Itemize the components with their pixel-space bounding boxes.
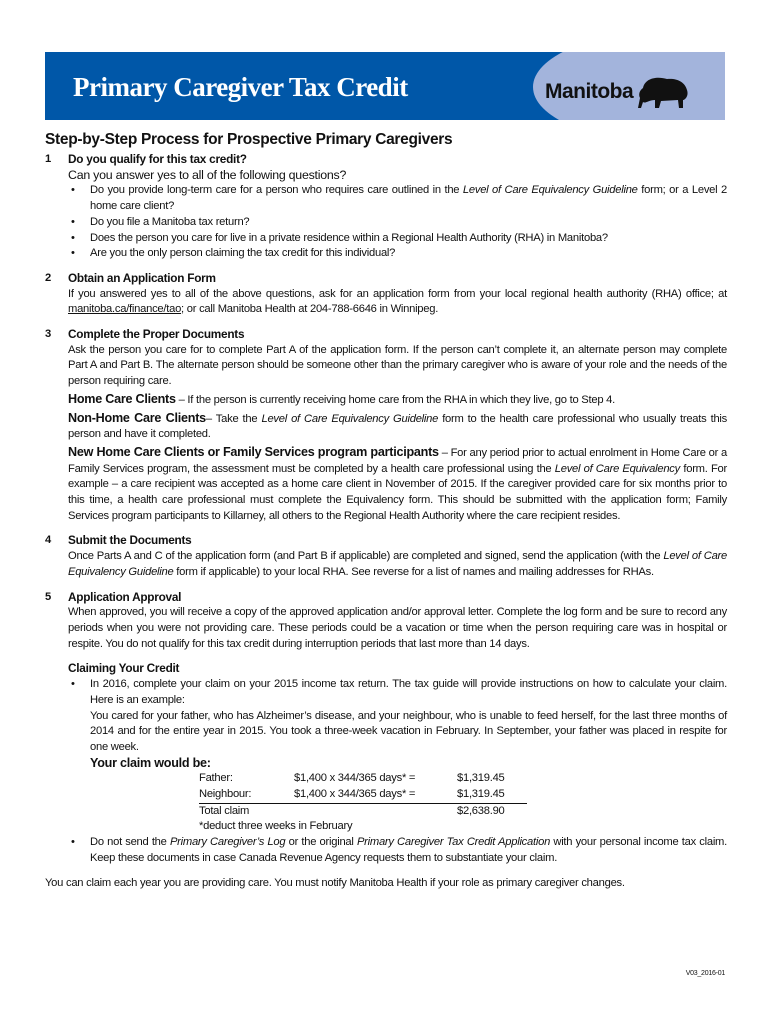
step-3: [45, 327, 727, 524]
text-run: form; or a Level 2 home care client?: [90, 184, 727, 213]
document-title: Primary Caregiver Tax Credit: [73, 72, 408, 102]
claim-label: Neighbour:: [199, 787, 294, 803]
claim-calc: [294, 803, 457, 819]
step-number: 5: [45, 590, 51, 603]
step-title: Complete the Proper Documents: [68, 327, 245, 342]
claim-calc: $1,400 x 344/365 days* =: [294, 787, 457, 803]
subheading-label: Non-Home Care Clients: [68, 410, 206, 425]
document-body: [45, 152, 727, 891]
bullet-text: [90, 215, 727, 231]
bullet-text: [90, 231, 727, 247]
logo-wordmark: Manitoba: [545, 80, 634, 103]
example-text: You cared for your father, who has Alzheimer’s disease, and your neighbour, who is unable to feed herself, for the last three months of 2014 and for the entire year in 2015. You took a three-week vacation in February. In September, your father was placed in respite for one week.: [90, 709, 727, 753]
text-run: form if applicable) to your local RHA. See reverse for a list of names and mailing addresses for RHAs.: [173, 565, 654, 578]
text-run: Do you provide long-term care for a person who requires care outlined in the: [90, 184, 463, 197]
subheading-label: New Home Care Clients or Family Services program participants: [68, 444, 439, 459]
paragraph: [68, 445, 727, 525]
bullet-icon: •: [71, 215, 75, 228]
claim-row: [199, 787, 527, 803]
closing-note: You can claim each year you are providing care. You must notify Manitoba Health if your role as primary caregiver changes.: [45, 876, 625, 889]
text-run: ; or call Manitoba Health at 204-788-6646 in Winnipeg.: [181, 303, 439, 316]
step-title: Do you qualify for this tax credit?: [68, 152, 247, 166]
claiming-title: Claiming Your Credit: [68, 661, 180, 676]
step-4: [45, 533, 727, 580]
bullet-text: [90, 246, 727, 262]
text-run: Do not send the: [90, 836, 170, 849]
text-run: or the original: [285, 836, 357, 849]
text-run: Level of Care Equivalency Guideline: [261, 412, 439, 425]
text-run: Primary Caregiver Tax Credit Application: [356, 836, 551, 849]
step-number: 1: [45, 153, 51, 165]
text-run: Primary Caregiver’s Log: [169, 836, 286, 849]
text-run: with your personal income tax claim. Keep these documents in case Canada Revenue Agency requests them to substantiate your claim.: [90, 836, 727, 864]
text-run: Level of Care Equivalency: [554, 462, 680, 475]
claim-label: Father:: [199, 772, 233, 785]
header-banner: [45, 52, 725, 120]
paragraph: [68, 549, 727, 580]
subheading-label: Home Care Clients: [68, 391, 176, 406]
manitoba-logo: [545, 74, 691, 110]
bullet-icon: •: [71, 247, 75, 260]
claim-total-row: [199, 803, 527, 819]
text-run: – Take the: [205, 412, 262, 425]
text-run: Once Parts A and C of the application form (and Part B if applicable) are completed and signed, send the application (with the: [68, 550, 664, 563]
paragraph: [68, 343, 727, 390]
text-run: form to the health care professional who usually treats this person and have it completed.: [68, 412, 727, 441]
list-item: [68, 183, 727, 214]
step-2: [45, 271, 727, 318]
step-number: 2: [45, 271, 51, 284]
bison-icon: [637, 74, 691, 110]
claim-calc: $1,400 x 344/365 days* =: [294, 772, 416, 785]
text-run: Level of Care Equivalency Guideline: [68, 550, 727, 578]
bullet-icon: •: [71, 678, 75, 691]
step-1: [45, 152, 727, 262]
claim-label: Total claim: [199, 804, 250, 817]
text-run: – If the person is currently receiving home care from the RHA in which they live, go to Step 4.: [175, 393, 615, 406]
claiming-bullet: [68, 677, 727, 756]
text-run: Does the person you care for live in a private residence within a Regional Health Authority (RHA) in Manitoba?: [90, 231, 608, 244]
claim-table: [199, 771, 527, 819]
text-run: If you answered yes to all of the above questions, ask for an application form from your local regional health authority (RHA) office; at: [68, 287, 727, 300]
bullet-icon: •: [71, 184, 75, 197]
bullet-icon: •: [71, 836, 75, 849]
step-number: 3: [45, 328, 51, 341]
section-heading: Step-by-Step Process for Prospective Primary Caregivers: [45, 131, 453, 148]
step-title: Application Approval: [68, 589, 182, 604]
paragraph: [68, 287, 727, 318]
text-run: Level of Care Equivalency Guideline: [462, 184, 638, 197]
text-run: form. For example – a care recipient was accepted as a home care client in November of 2015. If the caregiver provided care for six months prior to this time, a health care professional must complete the Equivalency form. This should be submitted with the application form; Family Services program participants to Killarney, all others to the Regional Health Authority where the care recipient resides.: [68, 462, 727, 522]
list-item: [68, 231, 727, 247]
bullet-text: [90, 677, 727, 708]
list-item: [68, 215, 727, 231]
claim-heading: Your claim would be:: [90, 755, 211, 770]
list-item: [68, 246, 727, 262]
bullet-text: [90, 835, 727, 866]
text-run: Do you file a Manitoba tax return?: [90, 215, 250, 228]
step-5: [45, 590, 727, 653]
claim-amount: $2,638.90: [457, 804, 505, 817]
text-run: Are you the only person claiming the tax credit for this individual?: [90, 247, 396, 260]
bullet-text: [90, 183, 727, 214]
text-run: In 2016, complete your claim on your 2015 income tax return. The tax guide will provide instructions on how to calculate your claim. Here is an example:: [90, 678, 727, 706]
claim-amount: $1,319.45: [457, 772, 505, 785]
text-run: When approved, you will receive a copy of the approved application and/or approval letter. Complete the log form and be sure to record any periods when you were not providing care. These periods could be a vacation or time when the person requiring care was in hospital or respite. You do not qualify for this tax credit during interruption periods that last more than 14 days.: [68, 606, 727, 650]
text-run: – For any period prior to actual enrolment in Home Care or a Family Services program, the assessment must be completed by a health care professional using the: [68, 446, 728, 475]
step-title: Obtain an Application Form: [68, 270, 216, 285]
paragraph: [68, 411, 727, 443]
step-title: Submit the Documents: [68, 533, 192, 548]
step-subtitle: Can you answer yes to all of the following questions?: [68, 167, 347, 182]
claiming-bullet: [68, 835, 727, 866]
website-link[interactable]: manitoba.ca/finance/tao: [68, 303, 182, 316]
text-run: Ask the person you care for to complete Part A of the application form. If the person can’t complete it, an alternate person may complete Part A and Part B. The alternate person should be someone other than the primary caregiver who is aware of your role and the needs of the person requiring care.: [68, 343, 727, 388]
claim-footnote: *deduct three weeks in February: [199, 820, 353, 833]
paragraph: [68, 605, 727, 652]
claim-amount: $1,319.45: [457, 787, 527, 803]
claiming-section: [45, 661, 727, 866]
claim-row: [199, 771, 527, 787]
paragraph: [68, 392, 727, 409]
step-number: 4: [45, 534, 51, 547]
bullet-icon: •: [71, 231, 75, 244]
version-code: V03_2016-01: [685, 970, 725, 977]
